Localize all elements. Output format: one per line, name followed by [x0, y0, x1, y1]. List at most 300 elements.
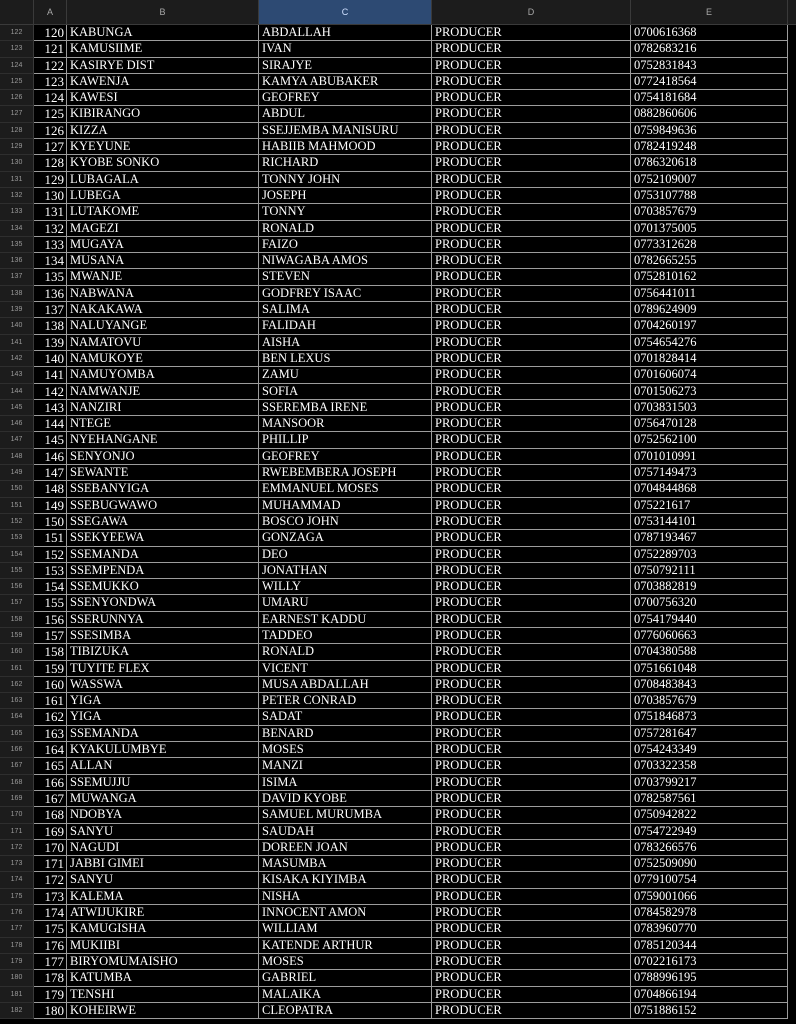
cell-e[interactable]: 0752509090 [631, 856, 788, 872]
cell-c[interactable]: GEOFREY [259, 449, 432, 465]
row-number[interactable]: 181 [0, 987, 34, 1003]
cell-e[interactable]: 0782419248 [631, 139, 788, 155]
cell-a[interactable]: 180 [34, 1003, 67, 1019]
cell-e[interactable]: 0757149473 [631, 465, 788, 481]
cell-b[interactable]: KATUMBA [67, 970, 259, 986]
cell-b[interactable]: MUKIIBI [67, 938, 259, 954]
cell-d[interactable]: PRODUCER [432, 661, 631, 677]
cell-d[interactable]: PRODUCER [432, 106, 631, 122]
row-number[interactable]: 154 [0, 547, 34, 563]
cell-c[interactable]: SALIMA [259, 302, 432, 318]
cell-e[interactable]: 0783960770 [631, 921, 788, 937]
row-number[interactable]: 180 [0, 970, 34, 986]
cell-b[interactable]: KYAKULUMBYE [67, 742, 259, 758]
cell-a[interactable]: 162 [34, 709, 67, 725]
cell-a[interactable]: 168 [34, 807, 67, 823]
cell-a[interactable]: 129 [34, 172, 67, 188]
row-number[interactable]: 150 [0, 481, 34, 497]
cell-a[interactable]: 171 [34, 856, 67, 872]
cell-c[interactable]: DAVID KYOBE [259, 791, 432, 807]
cell-e[interactable]: 0751661048 [631, 661, 788, 677]
row-number[interactable]: 142 [0, 351, 34, 367]
cell-d[interactable]: PRODUCER [432, 74, 631, 90]
cell-d[interactable]: PRODUCER [432, 872, 631, 888]
cell-a[interactable]: 157 [34, 628, 67, 644]
row-number[interactable]: 175 [0, 889, 34, 905]
cell-c[interactable]: INNOCENT AMON [259, 905, 432, 921]
cell-e[interactable]: 0753144101 [631, 514, 788, 530]
cell-c[interactable]: FALIDAH [259, 318, 432, 334]
cell-a[interactable]: 139 [34, 335, 67, 351]
column-header-b[interactable]: B [67, 0, 259, 24]
cell-b[interactable]: NABWANA [67, 286, 259, 302]
cell-d[interactable]: PRODUCER [432, 188, 631, 204]
cell-a[interactable]: 147 [34, 465, 67, 481]
cell-d[interactable]: PRODUCER [432, 677, 631, 693]
cell-c[interactable]: ISIMA [259, 775, 432, 791]
row-number[interactable]: 182 [0, 1003, 34, 1019]
cell-d[interactable]: PRODUCER [432, 840, 631, 856]
cell-d[interactable]: PRODUCER [432, 758, 631, 774]
row-number[interactable]: 130 [0, 155, 34, 171]
cell-e[interactable]: 0701375005 [631, 221, 788, 237]
cell-a[interactable]: 142 [34, 384, 67, 400]
cell-d[interactable]: PRODUCER [432, 204, 631, 220]
row-number[interactable]: 159 [0, 628, 34, 644]
cell-a[interactable]: 145 [34, 432, 67, 448]
row-number[interactable]: 174 [0, 872, 34, 888]
cell-c[interactable]: AISHA [259, 335, 432, 351]
cell-c[interactable]: SADAT [259, 709, 432, 725]
cell-d[interactable]: PRODUCER [432, 302, 631, 318]
row-number[interactable]: 162 [0, 677, 34, 693]
cell-c[interactable]: RONALD [259, 644, 432, 660]
cell-e[interactable]: 0882860606 [631, 106, 788, 122]
cell-e[interactable]: 0701828414 [631, 351, 788, 367]
cell-b[interactable]: TUYITE FLEX [67, 661, 259, 677]
cell-a[interactable]: 131 [34, 204, 67, 220]
row-number[interactable]: 166 [0, 742, 34, 758]
cell-b[interactable]: SSEGAWA [67, 514, 259, 530]
cell-c[interactable]: GONZAGA [259, 530, 432, 546]
column-header-d[interactable]: D [432, 0, 631, 24]
cell-d[interactable]: PRODUCER [432, 791, 631, 807]
cell-c[interactable]: HABIIB MAHMOOD [259, 139, 432, 155]
cell-d[interactable]: PRODUCER [432, 1003, 631, 1019]
cell-d[interactable]: PRODUCER [432, 498, 631, 514]
cell-c[interactable]: UMARU [259, 595, 432, 611]
cell-e[interactable]: 0754181684 [631, 90, 788, 106]
cell-d[interactable]: PRODUCER [432, 628, 631, 644]
cell-b[interactable]: NALUYANGE [67, 318, 259, 334]
cell-d[interactable]: PRODUCER [432, 514, 631, 530]
row-number[interactable]: 176 [0, 905, 34, 921]
cell-e[interactable]: 0784582978 [631, 905, 788, 921]
cell-c[interactable]: MALAIKA [259, 987, 432, 1003]
cell-e[interactable]: 075221617 [631, 498, 788, 514]
row-number[interactable]: 136 [0, 253, 34, 269]
cell-a[interactable]: 138 [34, 318, 67, 334]
cell-c[interactable]: DEO [259, 547, 432, 563]
cell-e[interactable]: 0701506273 [631, 384, 788, 400]
cell-b[interactable]: SSEMUJJU [67, 775, 259, 791]
cell-e[interactable]: 0782587561 [631, 791, 788, 807]
cell-e[interactable]: 0787193467 [631, 530, 788, 546]
cell-a[interactable]: 167 [34, 791, 67, 807]
cell-c[interactable]: SSEREMBA IRENE [259, 400, 432, 416]
cell-a[interactable]: 146 [34, 449, 67, 465]
cell-d[interactable]: PRODUCER [432, 889, 631, 905]
cell-a[interactable]: 160 [34, 677, 67, 693]
cell-b[interactable]: LUBEGA [67, 188, 259, 204]
cell-e[interactable]: 0782665255 [631, 253, 788, 269]
cell-c[interactable]: BOSCO JOHN [259, 514, 432, 530]
cell-a[interactable]: 137 [34, 302, 67, 318]
row-number[interactable]: 177 [0, 921, 34, 937]
cell-c[interactable]: JOSEPH [259, 188, 432, 204]
cell-e[interactable]: 0753107788 [631, 188, 788, 204]
cell-b[interactable]: KOHEIRWE [67, 1003, 259, 1019]
column-header-e[interactable]: E [631, 0, 788, 24]
cell-d[interactable]: PRODUCER [432, 709, 631, 725]
cell-a[interactable]: 159 [34, 661, 67, 677]
cell-d[interactable]: PRODUCER [432, 253, 631, 269]
cell-b[interactable]: NAGUDI [67, 840, 259, 856]
cell-d[interactable]: PRODUCER [432, 367, 631, 383]
cell-e[interactable]: 0782683216 [631, 41, 788, 57]
cell-e[interactable]: 0702216173 [631, 954, 788, 970]
cell-d[interactable]: PRODUCER [432, 612, 631, 628]
cell-e[interactable]: 0759849636 [631, 123, 788, 139]
cell-e[interactable]: 0701010991 [631, 449, 788, 465]
cell-a[interactable]: 148 [34, 481, 67, 497]
cell-d[interactable]: PRODUCER [432, 481, 631, 497]
cell-e[interactable]: 0752831843 [631, 58, 788, 74]
cell-c[interactable]: RICHARD [259, 155, 432, 171]
cell-c[interactable]: NISHA [259, 889, 432, 905]
row-number[interactable]: 170 [0, 807, 34, 823]
cell-d[interactable]: PRODUCER [432, 384, 631, 400]
cell-d[interactable]: PRODUCER [432, 856, 631, 872]
cell-c[interactable]: MANSOOR [259, 416, 432, 432]
row-number[interactable]: 158 [0, 612, 34, 628]
cell-e[interactable]: 0754654276 [631, 335, 788, 351]
cell-c[interactable]: SSEJJEMBA MANISURU [259, 123, 432, 139]
row-number[interactable]: 127 [0, 106, 34, 122]
cell-d[interactable]: PRODUCER [432, 563, 631, 579]
cell-d[interactable]: PRODUCER [432, 742, 631, 758]
cell-d[interactable]: PRODUCER [432, 155, 631, 171]
row-number[interactable]: 124 [0, 58, 34, 74]
cell-b[interactable]: KIZZA [67, 123, 259, 139]
cell-e[interactable]: 0756441011 [631, 286, 788, 302]
row-number[interactable]: 145 [0, 400, 34, 416]
cell-b[interactable]: NANZIRI [67, 400, 259, 416]
row-number[interactable]: 128 [0, 123, 34, 139]
cell-a[interactable]: 122 [34, 58, 67, 74]
cell-e[interactable]: 0754243349 [631, 742, 788, 758]
cell-b[interactable]: SSEMPENDA [67, 563, 259, 579]
row-number[interactable]: 153 [0, 530, 34, 546]
cell-b[interactable]: LUTAKOME [67, 204, 259, 220]
cell-b[interactable]: ATWIJUKIRE [67, 905, 259, 921]
row-number[interactable]: 155 [0, 563, 34, 579]
cell-c[interactable]: MOSES [259, 742, 432, 758]
cell-a[interactable]: 169 [34, 824, 67, 840]
cell-d[interactable]: PRODUCER [432, 269, 631, 285]
cell-e[interactable]: 0773312628 [631, 237, 788, 253]
cell-b[interactable]: SSEMUKKO [67, 579, 259, 595]
cell-b[interactable]: NAMATOVU [67, 335, 259, 351]
cell-e[interactable]: 0750792111 [631, 563, 788, 579]
cell-a[interactable]: 140 [34, 351, 67, 367]
row-number[interactable]: 125 [0, 74, 34, 90]
cell-a[interactable]: 173 [34, 889, 67, 905]
cell-b[interactable]: KABUNGA [67, 25, 259, 41]
cell-c[interactable]: GEOFREY [259, 90, 432, 106]
cell-c[interactable]: TONNY [259, 204, 432, 220]
row-number[interactable]: 126 [0, 90, 34, 106]
column-header-a[interactable]: A [34, 0, 67, 24]
cell-d[interactable]: PRODUCER [432, 775, 631, 791]
cell-d[interactable]: PRODUCER [432, 237, 631, 253]
cell-d[interactable]: PRODUCER [432, 58, 631, 74]
row-number[interactable]: 160 [0, 644, 34, 660]
cell-b[interactable]: SSESIMBA [67, 628, 259, 644]
row-number[interactable]: 144 [0, 384, 34, 400]
cell-b[interactable]: NDOBYA [67, 807, 259, 823]
cell-d[interactable]: PRODUCER [432, 644, 631, 660]
cell-a[interactable]: 141 [34, 367, 67, 383]
cell-a[interactable]: 170 [34, 840, 67, 856]
cell-d[interactable]: PRODUCER [432, 970, 631, 986]
cell-c[interactable]: WILLY [259, 579, 432, 595]
row-number[interactable]: 122 [0, 25, 34, 41]
cell-b[interactable]: KASIRYE DIST [67, 58, 259, 74]
cell-e[interactable]: 0703857679 [631, 204, 788, 220]
cell-b[interactable]: NTEGE [67, 416, 259, 432]
cell-c[interactable]: GABRIEL [259, 970, 432, 986]
cell-a[interactable]: 166 [34, 775, 67, 791]
cell-a[interactable]: 165 [34, 758, 67, 774]
cell-a[interactable]: 158 [34, 644, 67, 660]
cell-d[interactable]: PRODUCER [432, 400, 631, 416]
cell-a[interactable]: 121 [34, 41, 67, 57]
cell-e[interactable]: 0701606074 [631, 367, 788, 383]
cell-e[interactable]: 0785120344 [631, 938, 788, 954]
cell-b[interactable]: SENYONJO [67, 449, 259, 465]
cell-a[interactable]: 120 [34, 25, 67, 41]
cell-c[interactable]: MOSES [259, 954, 432, 970]
cell-d[interactable]: PRODUCER [432, 123, 631, 139]
cell-a[interactable]: 133 [34, 237, 67, 253]
cell-b[interactable]: SSERUNNYA [67, 612, 259, 628]
row-number[interactable]: 135 [0, 237, 34, 253]
cell-c[interactable]: GODFREY ISAAC [259, 286, 432, 302]
cell-a[interactable]: 123 [34, 74, 67, 90]
cell-b[interactable]: SSENYONDWA [67, 595, 259, 611]
cell-b[interactable]: NAMUKOYE [67, 351, 259, 367]
cell-b[interactable]: SSEMANDA [67, 547, 259, 563]
cell-d[interactable]: PRODUCER [432, 693, 631, 709]
row-number[interactable]: 157 [0, 595, 34, 611]
cell-c[interactable]: RWEBEMBERA JOSEPH [259, 465, 432, 481]
cell-b[interactable]: SANYU [67, 872, 259, 888]
cell-d[interactable]: PRODUCER [432, 286, 631, 302]
row-number[interactable]: 165 [0, 726, 34, 742]
cell-c[interactable]: TONNY JOHN [259, 172, 432, 188]
cell-b[interactable]: MUWANGA [67, 791, 259, 807]
cell-b[interactable]: JABBI GIMEI [67, 856, 259, 872]
cell-c[interactable]: DOREEN JOAN [259, 840, 432, 856]
cell-e[interactable]: 0752562100 [631, 432, 788, 448]
row-number[interactable]: 129 [0, 139, 34, 155]
cell-b[interactable]: TIBIZUKA [67, 644, 259, 660]
row-number[interactable]: 147 [0, 432, 34, 448]
cell-a[interactable]: 126 [34, 123, 67, 139]
cell-a[interactable]: 161 [34, 693, 67, 709]
cell-d[interactable]: PRODUCER [432, 25, 631, 41]
cell-d[interactable]: PRODUCER [432, 432, 631, 448]
cell-c[interactable]: PHILLIP [259, 432, 432, 448]
row-number[interactable]: 179 [0, 954, 34, 970]
cell-e[interactable]: 0704866194 [631, 987, 788, 1003]
cell-c[interactable]: FAIZO [259, 237, 432, 253]
cell-c[interactable]: KAMYA ABUBAKER [259, 74, 432, 90]
cell-a[interactable]: 164 [34, 742, 67, 758]
cell-c[interactable]: JONATHAN [259, 563, 432, 579]
row-number[interactable]: 140 [0, 318, 34, 334]
cell-e[interactable]: 0703799217 [631, 775, 788, 791]
cell-b[interactable]: KIBIRANGO [67, 106, 259, 122]
cell-a[interactable]: 179 [34, 987, 67, 1003]
row-number[interactable]: 138 [0, 286, 34, 302]
cell-d[interactable]: PRODUCER [432, 938, 631, 954]
cell-e[interactable]: 0704260197 [631, 318, 788, 334]
cell-d[interactable]: PRODUCER [432, 905, 631, 921]
cell-a[interactable]: 132 [34, 221, 67, 237]
cell-c[interactable]: WILLIAM [259, 921, 432, 937]
cell-a[interactable]: 134 [34, 253, 67, 269]
cell-e[interactable]: 0704380588 [631, 644, 788, 660]
cell-c[interactable]: RONALD [259, 221, 432, 237]
row-number[interactable]: 143 [0, 367, 34, 383]
cell-a[interactable]: 175 [34, 921, 67, 937]
cell-c[interactable]: SIRAJYE [259, 58, 432, 74]
cell-d[interactable]: PRODUCER [432, 41, 631, 57]
cell-c[interactable]: NIWAGABA AMOS [259, 253, 432, 269]
cell-b[interactable]: LUBAGALA [67, 172, 259, 188]
cell-c[interactable]: EARNEST KADDU [259, 612, 432, 628]
cell-c[interactable]: MUHAMMAD [259, 498, 432, 514]
cell-c[interactable]: SAUDAH [259, 824, 432, 840]
cell-e[interactable]: 0708483843 [631, 677, 788, 693]
cell-e[interactable]: 0752810162 [631, 269, 788, 285]
row-number[interactable]: 173 [0, 856, 34, 872]
cell-b[interactable]: SSEMANDA [67, 726, 259, 742]
cell-b[interactable]: SANYU [67, 824, 259, 840]
cell-c[interactable]: TADDEO [259, 628, 432, 644]
cell-b[interactable]: NAMUYOMBA [67, 367, 259, 383]
cell-d[interactable]: PRODUCER [432, 449, 631, 465]
cell-b[interactable]: KALEMA [67, 889, 259, 905]
cell-b[interactable]: MWANJE [67, 269, 259, 285]
row-number[interactable]: 131 [0, 172, 34, 188]
row-number[interactable]: 141 [0, 335, 34, 351]
row-number[interactable]: 139 [0, 302, 34, 318]
cell-b[interactable]: YIGA [67, 709, 259, 725]
row-number[interactable]: 123 [0, 41, 34, 57]
cell-e[interactable]: 0700756320 [631, 595, 788, 611]
cell-a[interactable]: 127 [34, 139, 67, 155]
row-number[interactable]: 161 [0, 661, 34, 677]
cell-e[interactable]: 0751886152 [631, 1003, 788, 1019]
cell-b[interactable]: SSEBANYIGA [67, 481, 259, 497]
cell-e[interactable]: 0703322358 [631, 758, 788, 774]
cell-e[interactable]: 0752289703 [631, 547, 788, 563]
cell-c[interactable]: SAMUEL MURUMBA [259, 807, 432, 823]
select-all-corner[interactable] [0, 0, 34, 24]
cell-a[interactable]: 149 [34, 498, 67, 514]
cell-a[interactable]: 144 [34, 416, 67, 432]
row-number[interactable]: 178 [0, 938, 34, 954]
cell-e[interactable]: 0750942822 [631, 807, 788, 823]
cell-b[interactable]: KYEYUNE [67, 139, 259, 155]
row-number[interactable]: 148 [0, 449, 34, 465]
cell-c[interactable]: BENARD [259, 726, 432, 742]
cell-e[interactable]: 0779100754 [631, 872, 788, 888]
cell-e[interactable]: 0703857679 [631, 693, 788, 709]
cell-b[interactable]: WASSWA [67, 677, 259, 693]
row-number[interactable]: 156 [0, 579, 34, 595]
cell-a[interactable]: 128 [34, 155, 67, 171]
cell-e[interactable]: 0772418564 [631, 74, 788, 90]
cell-a[interactable]: 172 [34, 872, 67, 888]
cell-d[interactable]: PRODUCER [432, 172, 631, 188]
cell-d[interactable]: PRODUCER [432, 416, 631, 432]
cell-c[interactable]: STEVEN [259, 269, 432, 285]
row-number[interactable]: 137 [0, 269, 34, 285]
row-number[interactable]: 167 [0, 758, 34, 774]
cell-a[interactable]: 135 [34, 269, 67, 285]
cell-a[interactable]: 150 [34, 514, 67, 530]
cell-c[interactable]: MUSA ABDALLAH [259, 677, 432, 693]
cell-d[interactable]: PRODUCER [432, 139, 631, 155]
cell-a[interactable]: 143 [34, 400, 67, 416]
cell-d[interactable]: PRODUCER [432, 530, 631, 546]
cell-c[interactable]: KATENDE ARTHUR [259, 938, 432, 954]
cell-d[interactable]: PRODUCER [432, 221, 631, 237]
cell-e[interactable]: 0786320618 [631, 155, 788, 171]
cell-e[interactable]: 0751846873 [631, 709, 788, 725]
cell-e[interactable]: 0754179440 [631, 612, 788, 628]
cell-e[interactable]: 0756470128 [631, 416, 788, 432]
cell-a[interactable]: 136 [34, 286, 67, 302]
cell-c[interactable]: ABDUL [259, 106, 432, 122]
cell-a[interactable]: 176 [34, 938, 67, 954]
cell-c[interactable]: BEN LEXUS [259, 351, 432, 367]
cell-d[interactable]: PRODUCER [432, 335, 631, 351]
cell-e[interactable]: 0704844868 [631, 481, 788, 497]
cell-b[interactable]: TENSHI [67, 987, 259, 1003]
cell-a[interactable]: 163 [34, 726, 67, 742]
cell-b[interactable]: YIGA [67, 693, 259, 709]
cell-d[interactable]: PRODUCER [432, 318, 631, 334]
cell-e[interactable]: 0789624909 [631, 302, 788, 318]
cell-a[interactable]: 178 [34, 970, 67, 986]
row-number[interactable]: 172 [0, 840, 34, 856]
cell-b[interactable]: NAKAKAWA [67, 302, 259, 318]
